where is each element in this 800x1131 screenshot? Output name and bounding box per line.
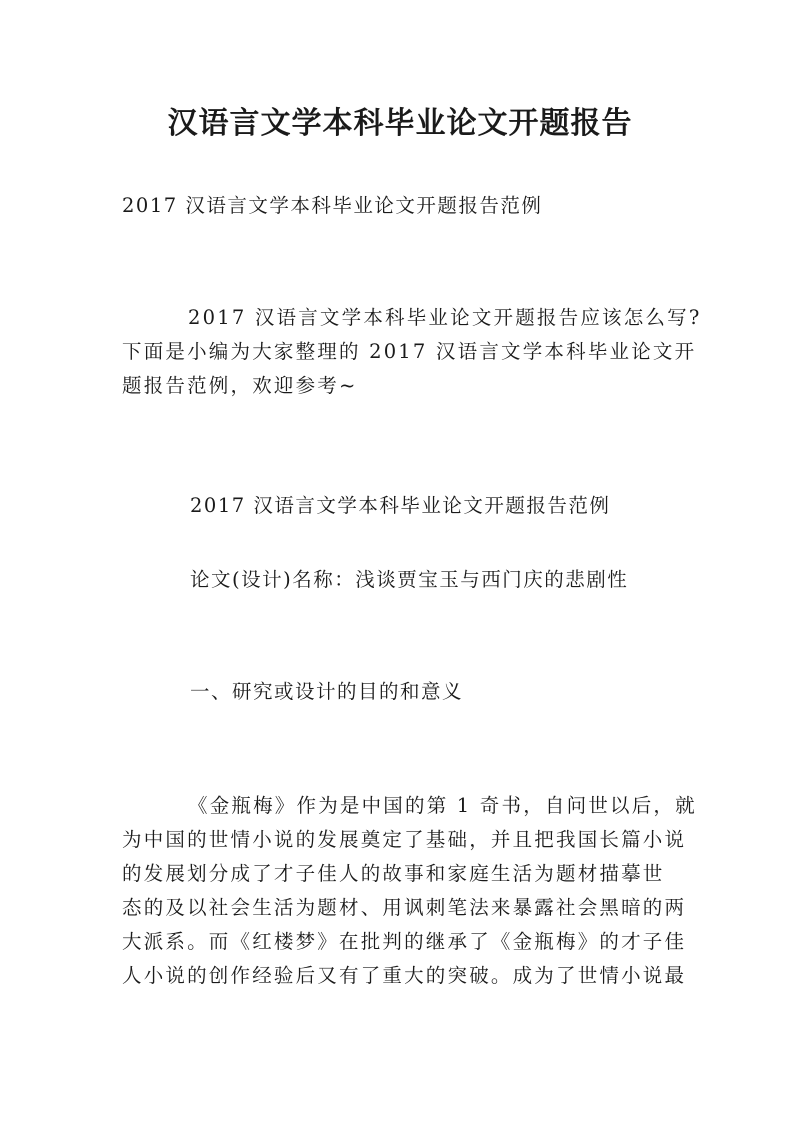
body-line: 为中国的世情小说的发展奠定了基础，并且把我国长篇小说 [122, 828, 687, 851]
intro-paragraph [122, 301, 702, 403]
document-subtitle: 2017 汉语言文学本科毕业论文开题报告范例 [122, 194, 543, 217]
body-line: 人小说的创作经验后又有了重大的突破。成为了世情小说最 [122, 964, 687, 987]
body-paragraph [122, 789, 697, 993]
body-line: 的发展划分成了才子佳人的故事和家庭生活为题材描摹世 [122, 862, 665, 885]
intro-line: 2017 汉语言文学本科毕业论文开题报告应该怎么写? [188, 306, 702, 329]
body-line: 态的及以社会生活为题材、用讽刺笔法来暴露社会黑暗的两 [122, 896, 687, 919]
thesis-name: 论文(设计)名称：浅谈贾宝玉与西门庆的悲剧性 [190, 568, 629, 591]
body-line: 大派系。而《红楼梦》在批判的继承了《金瓶梅》的才子佳 [122, 930, 687, 953]
part-one-heading: 一、研究或设计的目的和意义 [190, 680, 464, 703]
section-heading: 2017 汉语言文学本科毕业论文开题报告范例 [190, 494, 611, 517]
intro-line: 下面是小编为大家整理的 2017 汉语言文学本科毕业论文开 [122, 340, 697, 363]
body-line: 《金瓶梅》作为是中国的第 1 奇书，自问世以后，就 [188, 794, 697, 817]
document-title: 汉语言文学本科毕业论文开题报告 [167, 106, 633, 141]
intro-line: 题报告范例，欢迎参考~ [122, 374, 358, 397]
